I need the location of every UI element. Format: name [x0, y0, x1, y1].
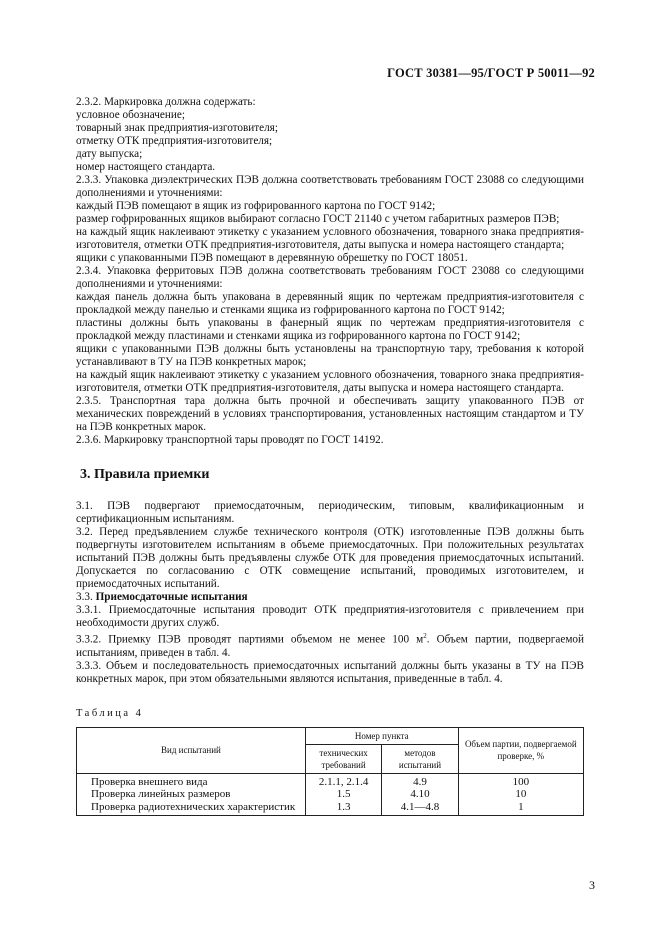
cell-requirements: 2.1.1, 2.1.4	[305, 773, 381, 788]
clause-number: 3.3.	[76, 591, 93, 603]
cell-volume: 100	[458, 773, 583, 788]
text: 2.3.2. Маркировка должна содержать:	[76, 96, 256, 108]
list-item: размер гофрированных ящиков выбирают согласно ГОСТ 21140 с учетом габаритных размеров ПЭВ;	[76, 213, 560, 225]
cell-requirements: 1.3	[305, 801, 381, 816]
table-row	[77, 773, 584, 788]
list-item: на каждый ящик наклеивают этикетку с указанием условного обозначения, товарного знака предприятия-изготовителя, отметки ОТК предприятия-изготовителя, даты выпуска и номера настоящего стандарта;	[76, 226, 584, 251]
cell-volume: 1	[458, 801, 583, 816]
paragraph-2-3-5: 2.3.5. Транспортная тара должна быть прочной и обеспечивать защиту упакованного ПЭВ от механических повреждений в условиях транспортирования, установленных настоящим стандартом и ТУ на ПЭВ конкретных марок.	[76, 395, 584, 433]
page-header: ГОСТ 30381—95/ГОСТ Р 50011—92	[387, 66, 595, 80]
cell-test-type: Проверка внешнего вида	[77, 773, 306, 788]
cell-methods: 4.1—4.8	[382, 801, 458, 816]
list-item: каждый ПЭВ помещают в ящик из гофрированного картона по ГОСТ 9142;	[76, 200, 436, 212]
subsection-title: Приемосдаточные испытания	[95, 591, 248, 603]
table-caption: Таблица 4	[76, 707, 144, 719]
paragraph-3-3-3: 3.3.3. Объем и последовательность приемосдаточных испытаний должны быть указаны в ТУ на ПЭВ конкретных марок, при этом обязательными являются испытания, приведенные в табл. 4.	[76, 659, 584, 685]
list-item: номер настоящего стандарта.	[76, 161, 216, 173]
cell-requirements: 1.5	[305, 788, 381, 801]
text: 3.3.2. Приемку ПЭВ проводят партиями объемом не менее 100 м	[76, 633, 424, 646]
paragraph-3-3	[76, 591, 584, 604]
paragraph-2-3-6: 2.3.6. Маркировку транспортной тары проводят по ГОСТ 14192.	[76, 434, 384, 446]
col-methods: методов испытаний	[382, 744, 458, 773]
paragraph-3-3-1: 3.3.1. Приемосдаточные испытания проводит ОТК предприятия-изготовителя с привлечением при необходимости других служб.	[76, 604, 584, 629]
paragraph-2-3-4: 2.3.4. Упаковка ферритовых ПЭВ должна соответствовать требованиям ГОСТ 23088 со следующими дополнениями и уточнениями:	[76, 265, 584, 290]
text: . Объем партии, подвергаемой испытаниям, приведен в табл. 4.	[76, 633, 584, 659]
cell-test-type: Проверка радиотехнических характеристик	[77, 801, 306, 816]
col-clause-number: Номер пункта	[305, 727, 458, 744]
table-header-row	[77, 727, 584, 744]
table-row	[77, 801, 584, 816]
cell-methods: 4.9	[382, 773, 458, 788]
col-volume: Объем партии, подвергаемой проверке, %	[458, 727, 583, 773]
paragraph-3-2: 3.2. Перед предъявлением службе технического контроля (ОТК) изготовленные ПЭВ должны быть подвергнуты изготовителем испытаниям в объеме приемосдаточных. При положительных результатах испытаний ПЭВ должны быть предъявлены службе ОТК для проведения приемосдаточных испытаний. Допускается по согласованию с ОТК совмещение испытаний, проводимых изготовителем, и приемосдаточных испытаний.	[76, 526, 584, 590]
col-requirements: технических требований	[305, 744, 381, 773]
list-item: условное обозначение;	[76, 109, 185, 121]
document-body	[76, 96, 584, 816]
cell-methods: 4.10	[382, 788, 458, 801]
list-item: товарный знак предприятия-изготовителя;	[76, 122, 278, 134]
list-item: ящики с упакованными ПЭВ помещают в деревянную обрешетку по ГОСТ 18051.	[76, 252, 468, 264]
list-item: на каждый ящик наклеивают этикетку с указанием условного обозначения, товарного знака предприятия-изготовителя, отметки ОТК предприятия-изготовителя, даты выпуска и номера настоящего стандарта.	[76, 369, 584, 394]
list-item: пластины должны быть упакованы в фанерный ящик по чертежам предприятия-изготовителя с прокладкой между пластинами и стенками ящика из гофрированного картона по ГОСТ 9142;	[76, 317, 584, 342]
cell-test-type: Проверка линейных размеров	[77, 788, 306, 801]
table-row	[77, 788, 584, 801]
page-number: 3	[589, 878, 595, 892]
col-test-type: Вид испытаний	[77, 727, 306, 773]
list-item: ящики с упакованными ПЭВ должны быть установлены на транспортную тару, требования к которой устанавливают в ТУ на ПЭВ конкретных марок;	[76, 343, 584, 368]
paragraph-2-3-2	[76, 96, 584, 109]
section-title: 3. Правила приемки	[80, 467, 210, 482]
paragraph-2-3-3: 2.3.3. Упаковка диэлектрических ПЭВ должна соответствовать требованиям ГОСТ 23088 со следующими дополнениями и уточнениями:	[76, 174, 584, 199]
superscript: 2	[423, 632, 427, 640]
list-item: отметку ОТК предприятия-изготовителя;	[76, 135, 273, 147]
paragraph-3-3-2	[76, 630, 584, 660]
cell-volume: 10	[458, 788, 583, 801]
tests-table	[76, 727, 584, 817]
list-item: дату выпуска;	[76, 148, 143, 160]
paragraph-3-1: 3.1. ПЭВ подвергают приемосдаточным, периодическим, типовым, квалификационным и сертификационным испытаниям.	[76, 500, 584, 525]
list-item: каждая панель должна быть упакована в деревянный ящик по чертежам предприятия-изготовителя с прокладкой между панелью и стенками ящика из гофрированного картона по ГОСТ 9142;	[76, 291, 584, 316]
